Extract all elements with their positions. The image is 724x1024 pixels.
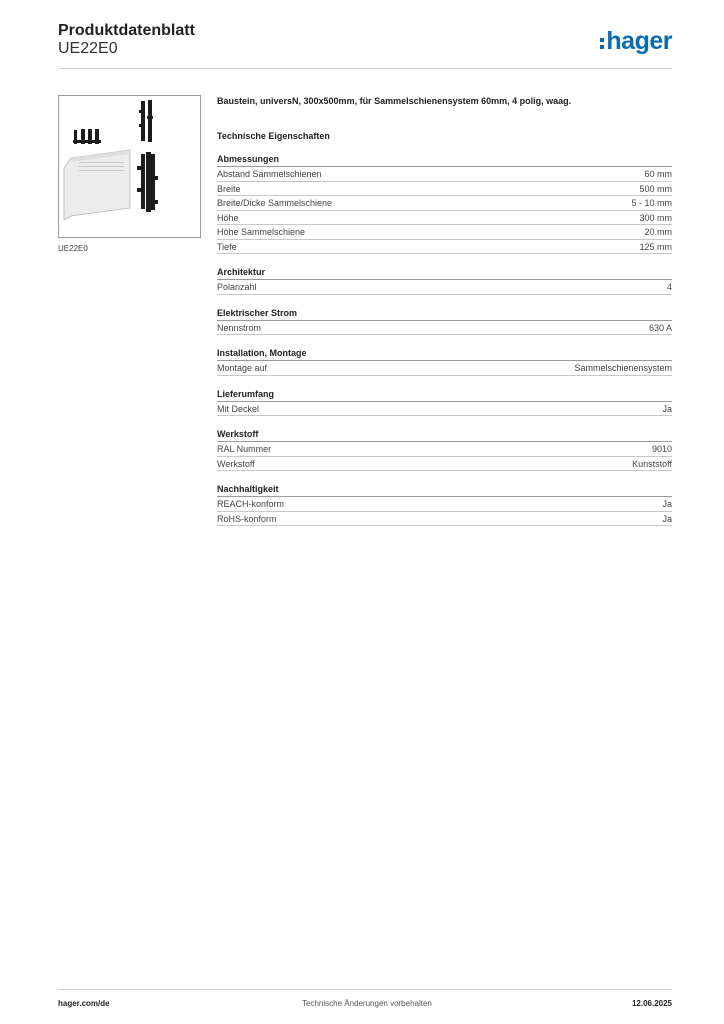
property-label: Breite <box>217 183 241 194</box>
property-value: 630 A <box>648 322 672 333</box>
brand-wordmark: hager <box>606 26 672 55</box>
property-value: 5 - 10 mm <box>631 198 672 208</box>
property-value: 4 <box>666 282 672 292</box>
property-label: Höhe <box>217 212 239 223</box>
property-row <box>217 211 672 226</box>
property-row <box>217 225 672 240</box>
property-row <box>217 457 672 472</box>
property-value: 125 mm <box>639 241 672 252</box>
property-section <box>217 348 672 376</box>
property-row <box>217 512 672 527</box>
section-title: Abmessungen <box>217 154 672 167</box>
property-label: Nennstrom <box>217 322 262 333</box>
properties-table <box>217 154 672 526</box>
property-label: Abstand Sammelschienen <box>217 169 322 179</box>
property-section <box>217 267 672 295</box>
section-title: Lieferumfang <box>217 389 672 402</box>
property-value: 500 mm <box>639 183 672 194</box>
property-value: 300 mm <box>639 212 672 223</box>
property-row <box>217 167 672 182</box>
property-label: REACH-konform <box>217 499 285 509</box>
section-title: Nachhaltigkeit <box>217 484 672 497</box>
property-label: Montage auf <box>217 363 268 373</box>
property-value: 9010 <box>651 444 672 454</box>
document-title: Produktdatenblatt <box>58 22 195 39</box>
property-row <box>217 321 672 336</box>
property-label: Mit Deckel <box>217 403 260 414</box>
brand-logo <box>600 26 672 56</box>
footer-website: hager.com/de <box>58 999 110 1008</box>
property-section <box>217 308 672 336</box>
property-section <box>217 389 672 417</box>
property-value: 60 mm <box>644 169 672 179</box>
property-value: Ja <box>662 499 672 509</box>
header-divider <box>58 68 672 69</box>
property-value: 20 mm <box>644 227 672 237</box>
property-row <box>217 497 672 512</box>
property-value: Kunststoff <box>632 458 672 469</box>
logo-colon-icon <box>600 38 604 49</box>
image-caption: UE22E0 <box>58 244 88 253</box>
property-value: Ja <box>662 513 672 524</box>
page-footer <box>58 989 672 1014</box>
section-title: Elektrischer Strom <box>217 308 672 321</box>
property-row <box>217 196 672 211</box>
property-label: Breite/Dicke Sammelschiene <box>217 198 333 208</box>
property-row <box>217 442 672 457</box>
property-row <box>217 402 672 417</box>
product-photo-icon <box>58 95 201 238</box>
footer-date: 12.06.2025 <box>631 999 672 1008</box>
property-label: RAL Nummer <box>217 444 272 454</box>
property-label: Höhe Sammelschiene <box>217 227 306 237</box>
footer-notice: Technische Änderungen vorbehalten <box>302 999 432 1008</box>
property-label: Polanzahl <box>217 282 257 292</box>
property-value: Sammelschienensystem <box>574 363 672 373</box>
property-value: Ja <box>662 403 672 414</box>
product-details <box>217 95 672 526</box>
product-description: Baustein, universN, 300x500mm, für Sammelschienensystem 60mm, 4 polig, waag. <box>217 96 572 106</box>
section-title: Werkstoff <box>217 429 672 442</box>
section-title: Installation, Montage <box>217 348 672 361</box>
section-title: Architektur <box>217 267 672 280</box>
page-header <box>58 22 672 70</box>
property-label: Tiefe <box>217 241 237 252</box>
property-row <box>217 280 672 295</box>
property-section <box>217 154 672 254</box>
product-code: UE22E0 <box>58 40 118 57</box>
property-row <box>217 182 672 197</box>
technical-properties-heading: Technische Eigenschaften <box>217 131 330 141</box>
property-label: RoHS-konform <box>217 513 277 524</box>
property-row <box>217 240 672 255</box>
property-section <box>217 429 672 471</box>
property-row <box>217 361 672 376</box>
property-section <box>217 484 672 526</box>
property-label: Werkstoff <box>217 458 255 469</box>
